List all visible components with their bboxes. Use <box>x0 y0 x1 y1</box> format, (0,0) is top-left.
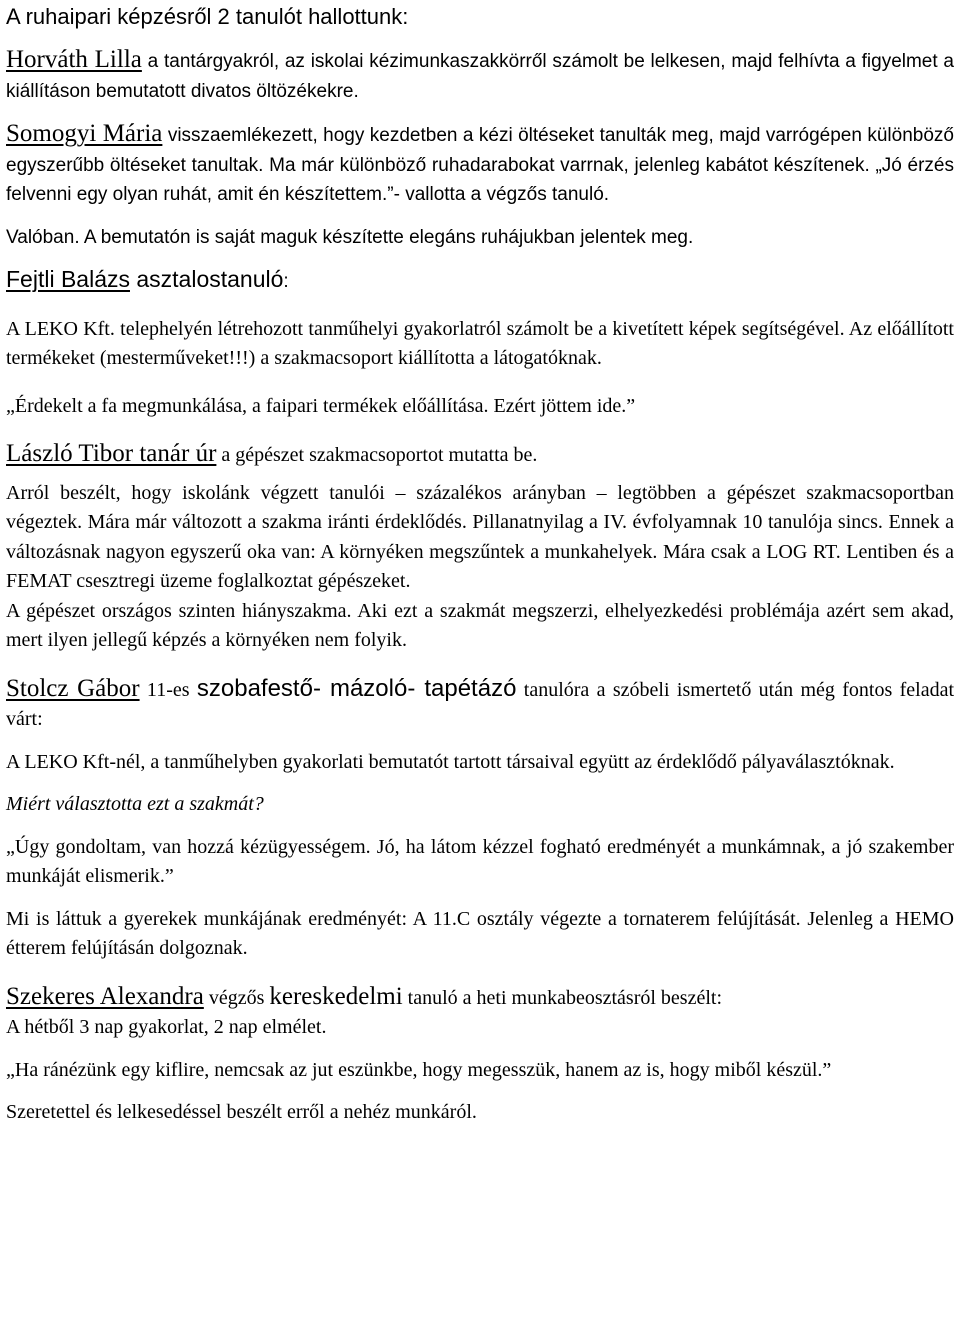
student-name-fejtli: Fejtli Balázs <box>6 266 130 292</box>
heading-szekeres-text: tanuló a heti munkabeosztásról beszélt: <box>402 986 723 1009</box>
heading-laszlo-text: a gépészet szakmacsoportot mutatta be. <box>216 444 538 466</box>
heading-laszlo <box>6 439 954 471</box>
quote-somogyi: „Jó érzés felvenni egy olyan ruhát, amit én készítettem.” <box>6 154 954 205</box>
paragraph-horvath <box>6 45 954 106</box>
student-name-somogyi: Somogyi Mária <box>6 120 163 147</box>
paragraph-fejtli: A LEKO Kft. telephelyén létrehozott tanműhelyi gyakorlatról számolt be a kivetített képek segítségével. Az előállított termékeket (mesterműveket!!!) a szakmacsoport kiállította a látogatóknak. <box>6 317 954 369</box>
paragraph-somogyi <box>6 119 954 210</box>
section-intro-title: A ruhaipari képzésről 2 tanulót hallottunk: <box>6 4 409 29</box>
student-name-horvath: Horváth Lilla <box>6 46 142 73</box>
answer-stolcz: „Úgy gondoltam, van hozzá kézügyességem. Jó, ha látom kézzel fogható eredményét a munkámnak, a jó szakember munkáját elismerik.” <box>6 835 954 887</box>
paragraph-laszlo-2: A gépészet országos szinten hiányszakma. Aki ezt a szakmát megszerzi, elhelyezkedési problémája azért sem akad, mert ilyen jellegű képzés a környéken nem folyik. <box>6 599 954 651</box>
paragraph-valoban <box>6 223 954 253</box>
student-role-fejtli: asztalostanuló <box>129 266 284 292</box>
heading-szekeres <box>6 982 954 1014</box>
closing-szekeres: Szeretettel és lelkesedéssel beszélt erről a nehéz munkáról. <box>6 1101 477 1123</box>
paragraph-szekeres-1: A hétből 3 nap gyakorlat, 2 nap elmélet. <box>6 1016 327 1038</box>
teacher-name-laszlo: László Tibor tanár úr <box>6 440 217 467</box>
trade-szekeres: kereskedelmi <box>269 982 403 1010</box>
student-name-szekeres: Szekeres Alexandra <box>6 982 204 1010</box>
heading-fejtli <box>6 265 954 297</box>
student-name-stolcz: Stolcz Gábor <box>6 674 140 702</box>
paragraph-stolcz-1: A LEKO Kft-nél, a tanműhelyben gyakorlati bemutatót tartott társaival együtt az érdeklődő pályaválasztóknak. <box>6 750 895 773</box>
student-grade-stolcz: 11-es <box>139 678 197 701</box>
trade-stolcz: szobafestő- mázoló- tapétázó <box>196 674 517 702</box>
question-stolcz: Miért választotta ezt a szakmát? <box>6 793 264 815</box>
heading-stolcz <box>6 674 954 735</box>
paragraph-stolcz-2: Mi is láttuk a gyerekek munkájának eredményét: A 11.C osztály végezte a tornaterem felújítását. Jelenleg a HEMO étterem felújításán dolgoznak. <box>6 907 954 959</box>
quote-szekeres: „Ha ránézünk egy kiflire, nemcsak az jut eszünkbe, hogy megesszük, hanem az is, hogy miből készül.” <box>6 1058 832 1081</box>
paragraph-laszlo-1: Arról beszélt, hogy iskolánk végzett tanulói – százalékos arányban – legtöbben a gépészet szakmacsoportban végeztek. Mára már változott a szakma iránti érdeklődés. Pillanatnyilag a IV. évfolyamnak 10 tanulója sincs. Ennek a változásnak nagyon egyszerű oka van: A környéken megszűntek a munkahelyek. Mára csak a LOG RT. Lentiben és a FEMAT csesztregi üzeme foglalkoztat gépészeket. <box>6 481 954 592</box>
paragraph-horvath-text: a tantárgyakról, az iskolai kézimunkaszakkörről számolt be lelkesen, majd felhívta a figyelmet a kiállításon bemutatott divatos öltözékekre. <box>6 51 954 102</box>
paragraph-valoban-text: Valóban. A bemutatón is saját maguk készítette elegáns ruhájukban jelentek meg. <box>6 226 694 248</box>
quote-fejtli: „Érdekelt a fa megmunkálása, a faipari termékek előállítása. Ezért jöttem ide.” <box>6 394 636 417</box>
paragraph-somogyi-text: visszaemlékezett, hogy kezdetben a kézi öltéseket tanulták meg, majd varrógépen különböző egyszerűbb öltéseket tanultak. Ma már különböző ruhadarabokat varrnak, jelenleg kabátot készítenek. <box>6 125 954 176</box>
heading-szekeres-pre: végzős <box>203 986 270 1009</box>
paragraph-somogyi-attribution: - vallotta a végzős tanuló. <box>393 184 610 205</box>
heading-stolcz-text: tanulóra a szóbeli ismertető után még fontos feladat várt: <box>6 678 955 730</box>
heading-fejtli-colon: : <box>283 271 289 292</box>
